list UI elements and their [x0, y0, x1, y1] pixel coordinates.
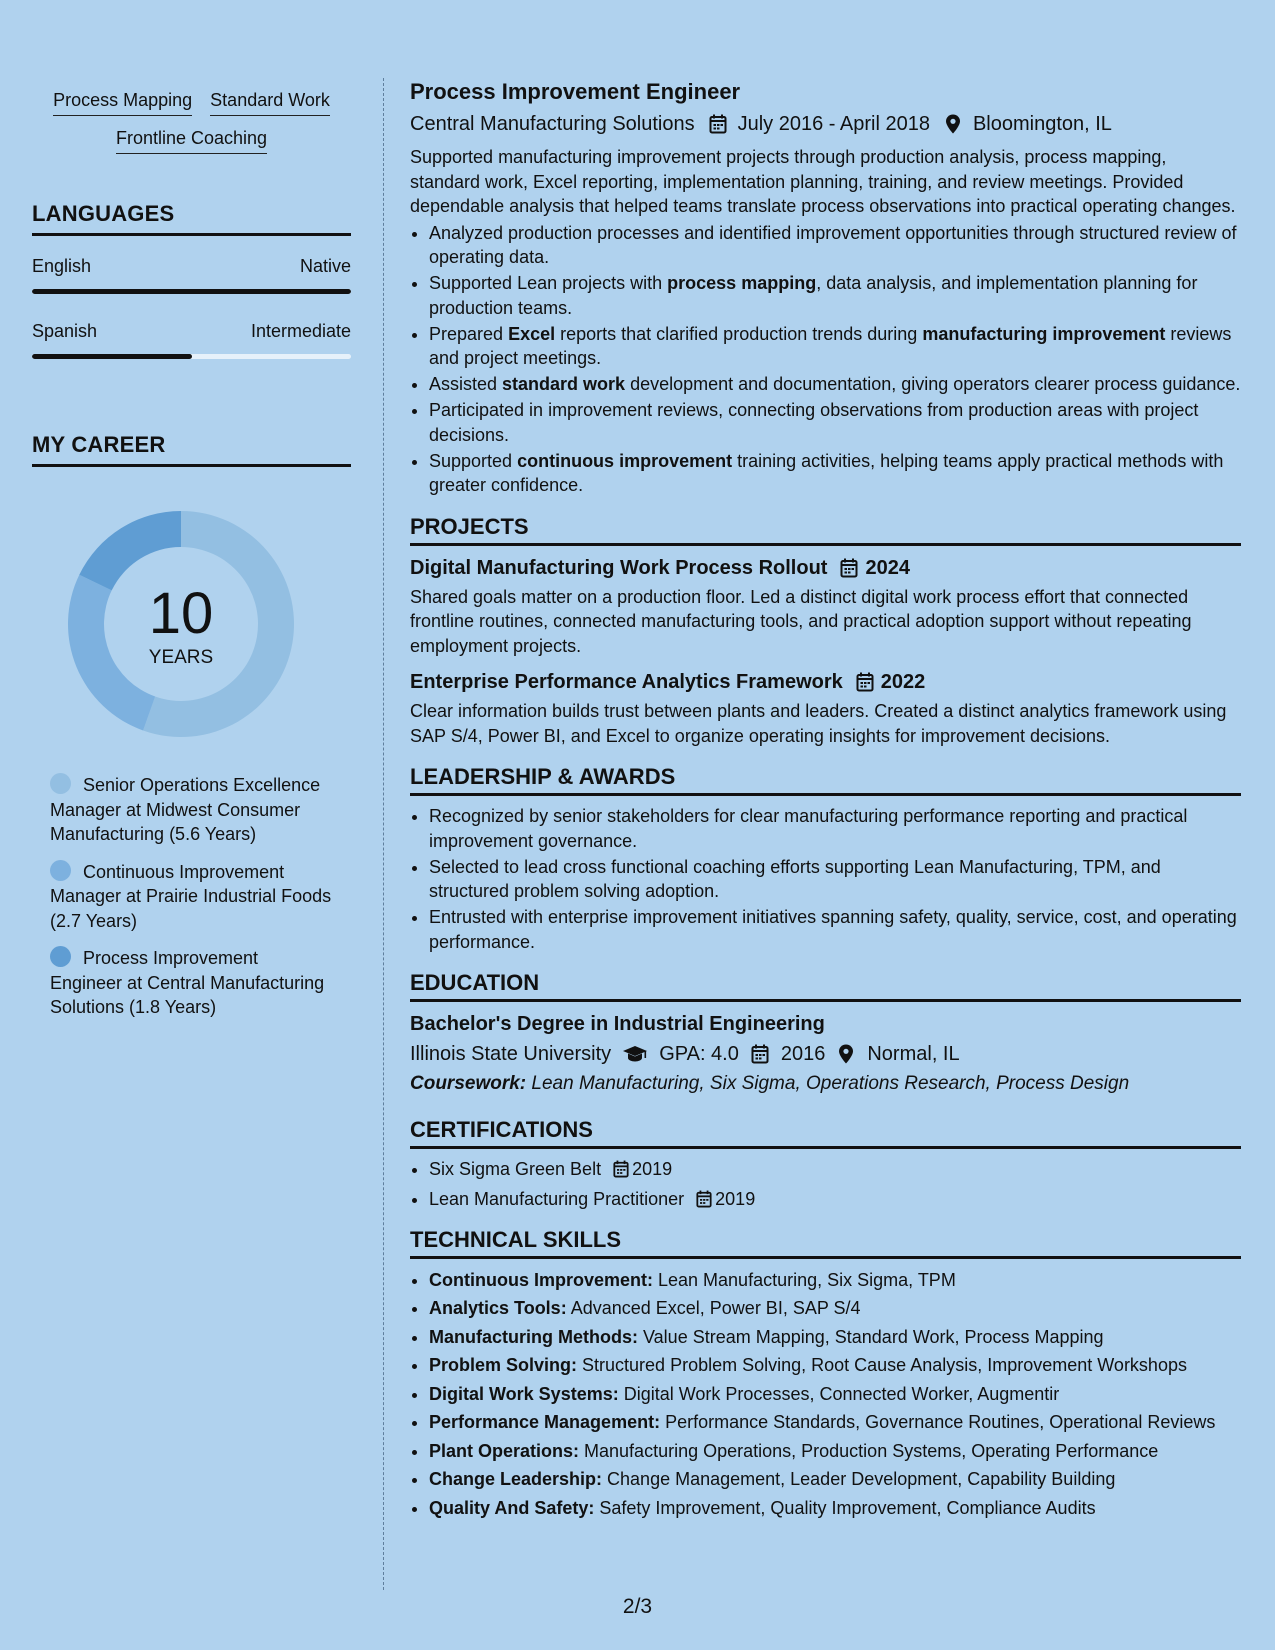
calendar-icon — [856, 672, 874, 692]
bullet-text: Participated in improvement reviews, connecting observations from production areas with project decisions. — [429, 400, 1199, 445]
language-item — [32, 256, 351, 294]
skill-item — [429, 1295, 1241, 1322]
calendar-icon — [696, 1190, 712, 1208]
skill-values: Digital Work Processes, Connected Worker, Augmentir — [618, 1383, 1060, 1404]
legend-dot — [50, 946, 71, 967]
graduation-cap-icon — [622, 1044, 648, 1064]
skill-category: Plant Operations: — [429, 1440, 580, 1461]
project-year: 2024 — [865, 556, 910, 579]
job-location: Bloomington, IL — [972, 113, 1112, 135]
column-divider — [383, 78, 384, 1590]
language-name: English — [32, 256, 92, 276]
technical-skills-heading: TECHNICAL SKILLS — [410, 1227, 1241, 1259]
bullet-text: , data analysis, and implementation planning for production teams. — [429, 273, 1198, 318]
skill-tag: Standard Work — [210, 88, 330, 116]
bullet-text: reviews and project meetings. — [429, 323, 1232, 368]
experience-bullet — [429, 271, 1241, 320]
job-summary: Supported manufacturing improvement projects through production analysis, process mapping, standard work, Excel reporting, implementation planning, training, and review meetings. Provided dependable analysis that helped teams translate process observations into practical operating changes. — [410, 147, 1236, 216]
technical-skills-list — [410, 1267, 1241, 1522]
location-pin-icon — [944, 114, 962, 134]
degree-name: Bachelor's Degree in Industrial Engineering — [410, 1013, 825, 1035]
language-level: Intermediate — [250, 321, 351, 341]
skill-category: Manufacturing Methods: — [429, 1326, 638, 1347]
experience-bullet — [429, 449, 1241, 498]
career-legend-text: Continuous Improvement Manager at Prairie Industrial Foods (2.7 Years) — [50, 861, 332, 931]
bullet-keyword: Excel — [508, 323, 556, 344]
job-title: Process Improvement Engineer — [410, 79, 741, 104]
school-location: Normal, IL — [867, 1043, 960, 1065]
education-heading: EDUCATION — [410, 970, 1241, 1002]
skill-values: Performance Standards, Governance Routines, Operational Reviews — [660, 1412, 1216, 1432]
skill-category: Problem Solving: — [429, 1355, 578, 1375]
certification-name: • Lean Manufacturing Practitioner — [429, 1188, 685, 1209]
experience-bullet — [429, 221, 1241, 270]
bullet-text: Analyzed production processes and identified improvement opportunities through structured review of operating data. — [429, 222, 1237, 267]
certification-item — [429, 1155, 1241, 1183]
job-bullets — [410, 221, 1241, 498]
bullet-text: Supported Lean projects with — [429, 273, 668, 293]
company-name: Central Manufacturing Solutions — [410, 113, 695, 135]
skill-item — [429, 1352, 1241, 1379]
skill-category: Digital Work Systems: — [429, 1383, 619, 1404]
donut-center — [66, 509, 296, 739]
skill-tag: Process Mapping — [53, 88, 192, 116]
skill-values: Safety Improvement, Quality Improvement, Compliance Audits — [594, 1497, 1096, 1518]
coursework-list: Lean Manufacturing, Six Sigma, Operations Research, Process Design — [526, 1073, 1130, 1094]
career-legend — [50, 773, 335, 1020]
skill-values: Manufacturing Operations, Production Systems, Operating Performance — [579, 1440, 1159, 1461]
language-level: Native — [299, 256, 351, 276]
career-years-label: YEARS — [148, 647, 214, 668]
certification-year: 2019 — [632, 1159, 673, 1179]
list-item: • Entrusted with enterprise improvement initiatives spanning safety, quality, service, cost, and operating performance. — [429, 905, 1241, 954]
career-legend-text: Process Improvement Engineer at Central Manufacturing Solutions (1.8 Years) — [50, 948, 325, 1017]
project-description: Shared goals matter on a production floor. Led a distinct digital work process effort that connected frontline routines, connected manufacturing tools, and practical adoption support without repeating employment projects. — [410, 586, 1192, 656]
certification-name: • Six Sigma Green Belt — [429, 1159, 602, 1179]
project-title-row — [410, 669, 1241, 695]
bullet-text: Supported — [429, 450, 518, 471]
languages-heading: LANGUAGES — [32, 201, 351, 236]
project-title-row — [410, 555, 1241, 581]
bullet-text: Assisted — [429, 374, 503, 394]
bullet-keyword: standard work — [502, 374, 626, 394]
certifications-heading: CERTIFICATIONS — [410, 1117, 1241, 1149]
skill-category: Analytics Tools: — [429, 1298, 567, 1318]
language-proficiency-bar — [32, 289, 351, 294]
career-legend-item — [50, 860, 335, 934]
skill-item — [429, 1409, 1241, 1436]
degree-title — [410, 1011, 1241, 1037]
language-proficiency-fill — [32, 289, 351, 294]
certification-item — [429, 1185, 1241, 1213]
skill-category: Change Leadership: — [429, 1469, 603, 1489]
school-name: Illinois State University — [410, 1043, 612, 1065]
skill-values: Change Management, Leader Development, Capability Building — [602, 1469, 1116, 1489]
career-legend-item — [50, 946, 335, 1020]
calendar-icon — [613, 1160, 629, 1178]
project-item — [410, 555, 1241, 659]
career-heading: MY CAREER — [32, 432, 351, 467]
skill-category: Performance Management: — [429, 1412, 661, 1432]
sidebar — [32, 78, 351, 1033]
skill-values: Advanced Excel, Power BI, SAP S/4 — [566, 1298, 861, 1318]
page-number: 2/3 — [622, 1595, 653, 1618]
project-title: Enterprise Performance Analytics Framework — [410, 671, 843, 693]
skill-values: Structured Problem Solving, Root Cause Analysis, Improvement Workshops — [577, 1355, 1187, 1375]
skill-item — [429, 1438, 1241, 1465]
projects-heading: PROJECTS — [410, 514, 1241, 546]
main-content — [410, 78, 1241, 1523]
coursework — [410, 1071, 1241, 1097]
calendar-icon — [750, 1044, 770, 1064]
skill-category: Quality And Safety: — [429, 1497, 595, 1518]
skill-item — [429, 1324, 1241, 1351]
bullet-keyword: process mapping — [667, 273, 817, 293]
skill-item — [429, 1381, 1241, 1408]
legend-dot — [50, 860, 71, 881]
bullet-keyword: continuous improvement — [517, 450, 733, 471]
calendar-icon — [709, 114, 727, 134]
bullet-text: development and documentation, giving operators clearer process guidance. — [625, 374, 1241, 394]
skill-item — [429, 1466, 1241, 1493]
project-description: Clear information builds trust between plants and leaders. Created a distinct analytics framework using SAP S/4, Power BI, and Excel to organize operating insights for improvement decisions. — [410, 701, 1227, 746]
language-proficiency-bar — [32, 354, 351, 359]
skill-category: Continuous Improvement: — [429, 1269, 653, 1290]
education-meta — [410, 1041, 1241, 1067]
coursework-label: Coursework: — [410, 1073, 527, 1094]
skill-item — [429, 1267, 1241, 1294]
list-item: • Selected to lead cross functional coaching efforts supporting Lean Manufacturing, TPM, and structured problem solving adoption. — [429, 855, 1241, 904]
bullet-text: reports that clarified production trends during — [555, 323, 923, 344]
language-name: Spanish — [32, 321, 98, 341]
certifications-list — [410, 1155, 1241, 1213]
bullet-text: training activities, helping teams apply practical methods with greater confidence. — [429, 450, 1224, 495]
experience-bullet — [429, 398, 1241, 447]
gpa: GPA: 4.0 — [659, 1043, 739, 1065]
language-proficiency-fill — [32, 354, 192, 359]
project-year: 2022 — [880, 671, 926, 693]
career-legend-item — [50, 773, 335, 847]
graduation-year: 2016 — [780, 1043, 826, 1065]
experience-bullet — [429, 322, 1241, 371]
skill-item — [429, 1495, 1241, 1522]
experience-bullet — [429, 372, 1241, 397]
leadership-list — [410, 804, 1241, 954]
certification-year: 2019 — [715, 1188, 756, 1209]
legend-dot — [50, 773, 71, 794]
leadership-heading: LEADERSHIP & AWARDS — [410, 764, 1241, 796]
skill-tag: Frontline Coaching — [116, 126, 267, 154]
job-meta — [410, 111, 1241, 137]
career-legend-text: Senior Operations Excellence Manager at Midwest Consumer Manufacturing (5.6 Years) — [50, 775, 321, 844]
skill-values: Value Stream Mapping, Standard Work, Process Mapping — [638, 1326, 1104, 1347]
language-item — [32, 321, 351, 359]
experience-entry — [410, 78, 1241, 498]
career-donut-chart — [66, 509, 296, 739]
bullet-keyword: manufacturing improvement — [922, 323, 1166, 344]
skill-tags — [32, 78, 351, 154]
career-years-value: 10 — [148, 581, 214, 646]
bullet-text: Prepared — [429, 323, 509, 344]
list-item: • Recognized by senior stakeholders for clear manufacturing performance reporting and practical improvement governance. — [429, 804, 1241, 853]
skill-values: Lean Manufacturing, Six Sigma, TPM — [653, 1269, 956, 1290]
job-dates: July 2016 - April 2018 — [737, 113, 930, 135]
project-title: Digital Manufacturing Work Process Rollout — [410, 556, 828, 579]
project-item — [410, 669, 1241, 748]
calendar-icon — [840, 558, 858, 578]
location-pin-icon — [836, 1044, 856, 1064]
